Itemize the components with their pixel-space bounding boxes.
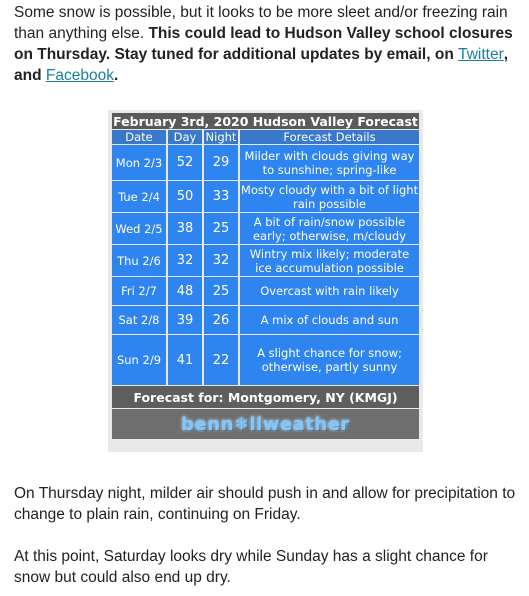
table-row xyxy=(112,335,419,385)
row-day-temp: 41 xyxy=(168,335,202,385)
row-date: Wed 2/5 xyxy=(112,213,166,244)
row-day-temp: 52 xyxy=(168,145,202,180)
row-details: A slight chance for snow; otherwise, partly sunny xyxy=(240,335,419,385)
forecast-location: Forecast for: Montgomery, NY (KMGJ) xyxy=(112,386,419,408)
paragraph-weekend: At this point, Saturday looks dry while Sunday has a slight chance for snow but could also end up dry. xyxy=(14,548,488,586)
header-night: Night xyxy=(205,130,237,144)
row-night-temp: 32 xyxy=(204,245,238,276)
table-row xyxy=(112,181,419,212)
table-row xyxy=(112,145,419,180)
intro-bold-and: , and xyxy=(14,46,509,84)
header-date: Date xyxy=(112,130,166,144)
row-date: Thu 2/6 xyxy=(112,245,166,276)
row-date: Sun 2/9 xyxy=(112,335,166,385)
row-details: A mix of clouds and sun xyxy=(240,306,419,334)
forecast-graphic xyxy=(108,110,423,452)
table-row xyxy=(112,213,419,244)
row-details: Overcast with rain likely xyxy=(240,277,419,305)
row-day-temp: 50 xyxy=(168,181,202,212)
row-day-temp: 48 xyxy=(168,277,202,305)
intro-period: . xyxy=(113,67,119,84)
row-night-temp: 22 xyxy=(204,335,238,385)
facebook-link[interactable]: Facebook xyxy=(45,67,114,84)
row-details: Mosty cloudy with a bit of light rain possible xyxy=(240,182,419,211)
row-date: Tue 2/4 xyxy=(112,181,166,212)
forecast-table xyxy=(110,112,421,440)
row-details: Wintry mix likely; moderate ice accumulation possible xyxy=(240,245,419,276)
table-row xyxy=(112,277,419,305)
logo-text: benn❄llweather xyxy=(181,413,350,435)
row-day-temp: 32 xyxy=(168,245,202,276)
row-night-temp: 25 xyxy=(204,213,238,244)
row-day-temp: 39 xyxy=(168,306,202,334)
row-night-temp: 29 xyxy=(204,145,238,180)
intro-paragraph xyxy=(14,2,519,86)
row-day-temp: 38 xyxy=(168,213,202,244)
row-date: Mon 2/3 xyxy=(112,145,166,180)
row-details: Milder with clouds giving way to sunshine; spring-like xyxy=(240,145,419,180)
row-date: Fri 2/7 xyxy=(112,277,166,305)
twitter-link[interactable]: Twitter xyxy=(458,46,504,63)
forecast-title: February 3rd, 2020 Hudson Valley Forecast xyxy=(113,113,418,129)
row-night-temp: 33 xyxy=(204,181,238,212)
intro-text: Some snow is possible, but it looks to be more sleet and/or freezing rain than anything else. xyxy=(14,4,508,42)
header-details: Forecast Details xyxy=(240,130,419,144)
paragraph-thursday: On Thursday night, milder air should push in and allow for precipitation to change to plain rain, continuing on Friday. xyxy=(14,485,516,523)
row-night-temp: 25 xyxy=(204,277,238,305)
intro-bold-text: This could lead to Hudson Valley school closures on Thursday. Stay tuned for additional updates by email, on xyxy=(14,25,513,63)
row-night-temp: 26 xyxy=(204,306,238,334)
row-date: Sat 2/8 xyxy=(112,306,166,334)
brand-logo xyxy=(112,409,419,439)
row-details: A bit of rain/snow possible early; otherwise, m/cloudy xyxy=(240,213,419,244)
header-day: Day xyxy=(168,130,202,144)
table-row xyxy=(112,306,419,334)
table-row xyxy=(112,245,419,276)
